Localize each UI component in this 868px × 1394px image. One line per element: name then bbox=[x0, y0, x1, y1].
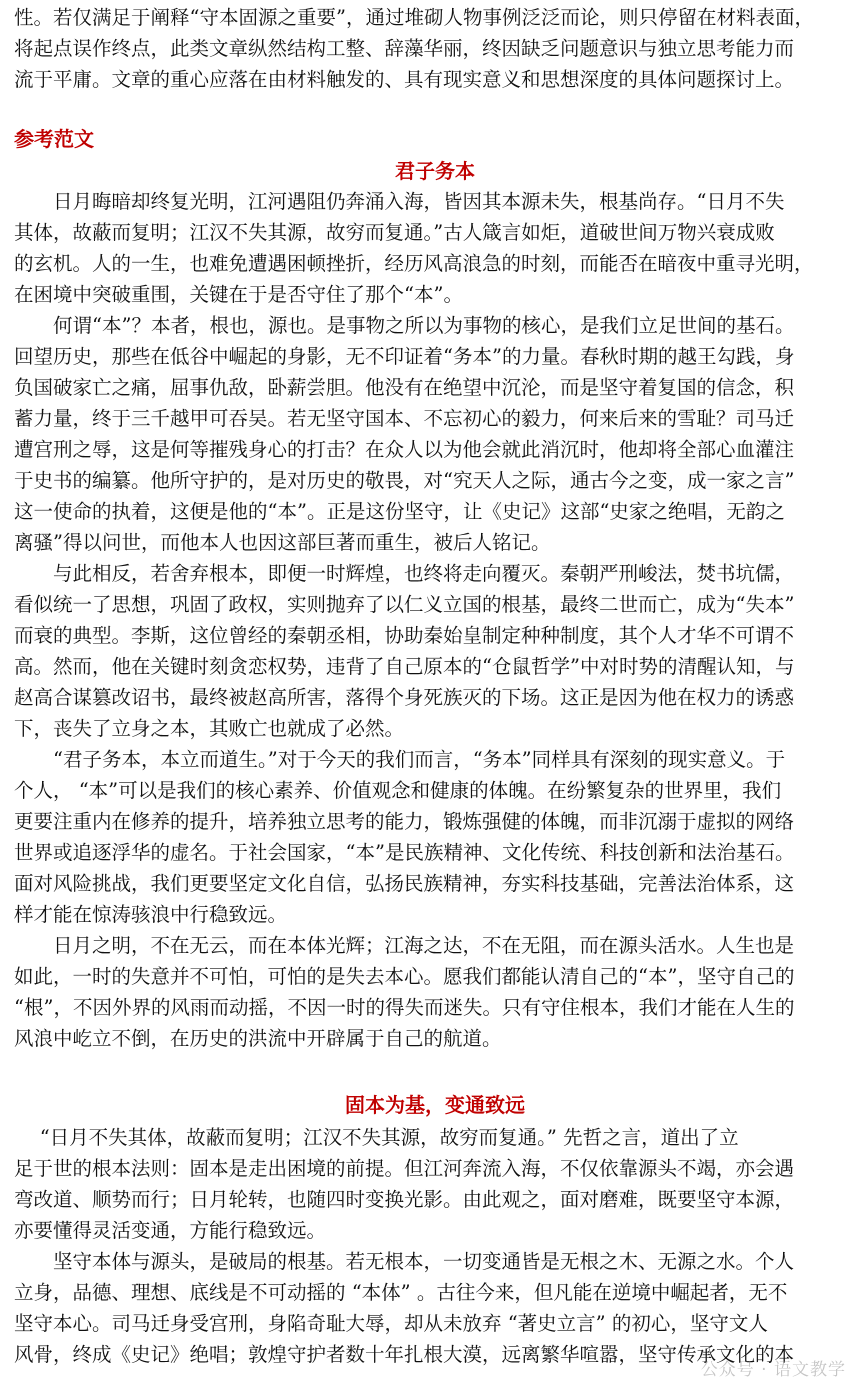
essay2-line: 立身，品德、理想、底线是不可动摇的 “本体” 。古往今来，但凡能在逆境中崛起者，无不 bbox=[14, 1281, 788, 1304]
essay1-line: 更要注重内在修养的提升，培养独立思考的能力，锻炼强健的体魄，而非沉溺于虚拟的网络 bbox=[14, 810, 795, 833]
essay1-line: 下，丧失了立身之本，其败亡也就成了必然。 bbox=[14, 717, 405, 740]
essay2-line: 亦要懂得灵活变通，方能行稳致远。 bbox=[14, 1219, 327, 1242]
essay1-line: 风浪中屹立不倒，在历史的洪流中开辟属于自己的航道。 bbox=[14, 1027, 502, 1050]
essay2-line: 弯改道、顺势而行；日月轮转，也随四时变换光影。由此观之，面对磨难，既要坚守本源， bbox=[14, 1188, 795, 1211]
essay1-line: 回望历史，那些在低谷中崛起的身影，无不印证着“务本”的力量。春秋时期的越王勾践，身 bbox=[14, 345, 795, 368]
essay1-line: 的玄机。人的一生，也难免遭遇困顿挫折，经历风高浪急的时刻，而能否在暗夜中重寻光明， bbox=[14, 252, 814, 275]
essay2-line: 坚守本体与源头，是破局的根基。若无根本，一切变通皆是无根之木、无源之水。个人 bbox=[14, 1250, 795, 1273]
essay1-title: 君子务本 bbox=[395, 159, 475, 183]
essay1-body bbox=[14, 186, 856, 1054]
essay1-line: 个人， “本”可以是我们的核心素养、价值观念和健康的体魄。在纷繁复杂的世界里，我们 bbox=[14, 779, 782, 802]
essay1-line: 如此，一时的失意并不可怕，可怕的是失去本心。愿我们都能认清自己的“本”，坚守自己的 bbox=[14, 965, 795, 988]
watermark: 公众号 · 语文教学 bbox=[700, 1360, 846, 1380]
essay1-line: 离骚”得以问世，而他本人也因这部巨著而重生，被后人铭记。 bbox=[14, 531, 551, 554]
essay2-line: “日月不失其体，故蔽而复明；江汉不失其源，故穷而复通。” 先哲之言，道出了立 bbox=[14, 1126, 739, 1149]
essay1-line: 日月晦暗却终复光明，江河遇阻仍奔涌入海，皆因其本源未失，根基尚存。“日月不失 bbox=[14, 190, 785, 213]
essay1-line: 遭宫刑之辱，这是何等摧残身心的打击？在众人以为他会就此消沉时，他却将全部心血灌注 bbox=[14, 438, 795, 461]
essay1-line: 面对风险挑战，我们更要坚定文化自信，弘扬民族精神，夯实科技基础，完善法治体系，这 bbox=[14, 872, 795, 895]
essay2-title: 固本为基，变通致远 bbox=[345, 1093, 525, 1117]
essay2-body bbox=[14, 1122, 856, 1370]
essay1-line: 高。然而，他在关键时刻贪恋权势，违背了自己原本的“仓鼠哲学”中对时势的清醒认知，与 bbox=[14, 655, 795, 678]
essay1-line: “君子务本，本立而道生。”对于今天的我们而言，“务本”同样具有深刻的现实意义。于 bbox=[14, 748, 786, 771]
essay2-line: 风骨，终成《史记》绝唱；敦煌守护者数十年扎根大漠，远离繁华喧嚣，坚守传承文化的本 bbox=[14, 1343, 795, 1366]
essay1-line: 日月之明，不在无云，而在本体光辉；江海之达，不在无阻，而在源头活水。人生也是 bbox=[14, 934, 795, 957]
essay1-line: 蓄力量，终于三千越甲可吞吴。若无坚守国本、不忘初心的毅力，何来后来的雪耻？司马迁 bbox=[14, 407, 795, 430]
intro-paragraph bbox=[14, 2, 856, 95]
essay2-line: 足于世的根本法则：固本是走出困境的前提。但江河奔流入海，不仅依靠源头不竭，亦会遇 bbox=[14, 1157, 795, 1180]
essay1-line: 看似统一了思想，巩固了政权，实则抛弃了以仁义立国的根基，最终二世而亡，成为“失本” bbox=[14, 593, 795, 616]
essay1-line: 何谓“本”？本者，根也，源也。是事物之所以为事物的核心，是我们立足世间的基石。 bbox=[14, 314, 795, 337]
intro-line: 流于平庸。文章的重心应落在由材料触发的、具有现实意义和思想深度的具体问题探讨上。 bbox=[14, 68, 795, 91]
essay1-line: 样才能在惊涛骇浪中行稳致远。 bbox=[14, 903, 288, 926]
essay1-line: 与此相反，若舍弃根本，即便一时辉煌，也终将走向覆灭。秦朝严刑峻法，焚书坑儒， bbox=[14, 562, 795, 585]
intro-line: 将起点误作终点，此类文章纵然结构工整、辞藻华丽，终因缺乏问题意识与独立思考能力而 bbox=[14, 37, 795, 60]
section-label: 参考范文 bbox=[14, 127, 94, 151]
essay1-line: 负国破家亡之痛，屈事仇敌，卧薪尝胆。他没有在绝望中沉沦，而是坚守着复国的信念，积 bbox=[14, 376, 795, 399]
intro-line: 性。若仅满足于阐释“守本固源之重要”，通过堆砌人物事例泛泛而论，则只停留在材料表面， bbox=[14, 6, 814, 29]
essay2-line: 坚守本心。司马迁身受宫刑，身陷奇耻大辱，却从未放弃 “著史立言” 的初心，坚守文人 bbox=[14, 1312, 768, 1335]
essay1-line: 这一使命的执着，这便是他的“本”。正是这份坚守，让《史记》这部“史家之绝唱，无韵之 bbox=[14, 500, 785, 523]
essay1-line: 赵高合谋篡改诏书，最终被赵高所害，落得个身死族灭的下场。这正是因为他在权力的诱惑 bbox=[14, 686, 795, 709]
essay1-line: 在困境中突破重围，关键在于是否守住了那个“本”。 bbox=[14, 283, 463, 306]
essay1-line: “根”，不因外界的风雨而动摇，不因一时的得失而迷失。只有守住根本，我们才能在人生的 bbox=[14, 996, 795, 1019]
essay1-line: 世界或追逐浮华的虚名。于社会国家，“本”是民族精神、文化传统、科技创新和法治基石。 bbox=[14, 841, 795, 864]
essay1-line: 于史书的编纂。他所守护的，是对历史的敬畏，对“究天人之际，通古今之变，成一家之言” bbox=[14, 469, 795, 492]
essay1-line: 其体，故蔽而复明；江汉不失其源，故穷而复通。”古人箴言如炬，道破世间万物兴衰成败 bbox=[14, 221, 775, 244]
essay1-line: 而衰的典型。李斯，这位曾经的秦朝丞相，协助秦始皇制定种种制度，其个人才华不可谓不 bbox=[14, 624, 795, 647]
